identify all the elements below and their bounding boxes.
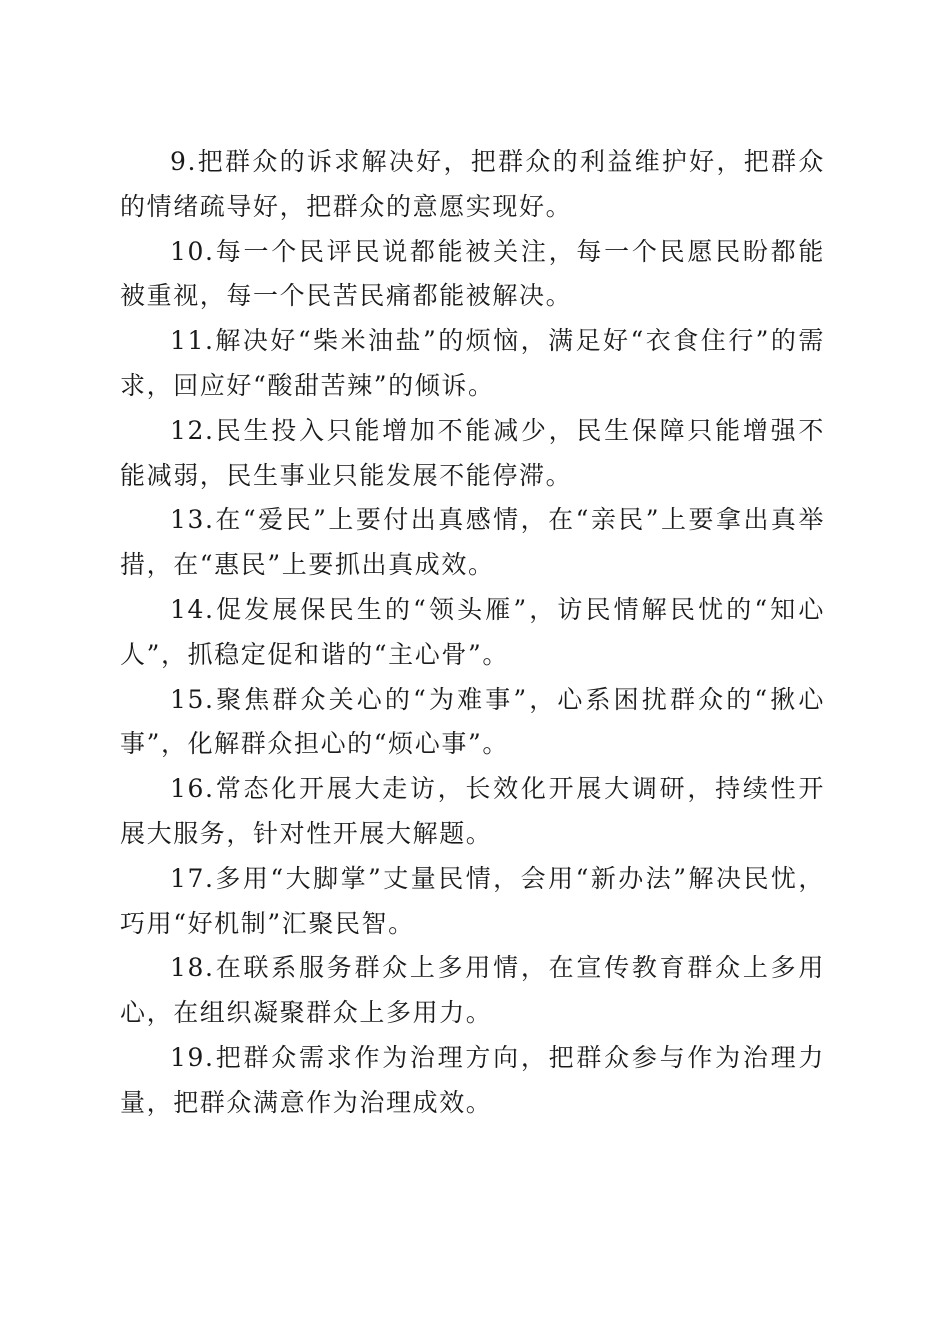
paragraph-16: 16.常态化开展大走访，长效化开展大调研，持续性开展大服务，针对性开展大解题。: [120, 774, 825, 848]
paragraph-9: 9.把群众的诉求解决好，把群众的利益维护好，把群众的情绪疏导好，把群众的意愿实现好。: [120, 147, 825, 221]
document-body: [120, 140, 825, 1126]
paragraph-12: 12.民生投入只能增加不能减少，民生保障只能增强不能减弱，民生事业只能发展不能停滞。: [120, 415, 825, 490]
paragraph-11: 11.解决好“柴米油盐”的烦恼，满足好“衣食住行”的需求，回应好“酸甜苦辣”的倾诉。: [120, 326, 825, 400]
paragraph-17: 17.多用“大脚掌”丈量民情，会用“新办法”解决民忧，巧用“好机制”汇聚民智。: [120, 863, 825, 938]
paragraph-13: 13.在“爱民”上要付出真感情，在“亲民”上要拿出真举措，在“惠民”上要抓出真成效。: [120, 505, 825, 580]
paragraph-18: 18.在联系服务群众上多用情，在宣传教育群众上多用心，在组织凝聚群众上多用力。: [120, 953, 825, 1028]
paragraph-19: 19.把群众需求作为治理方向，把群众参与作为治理力量，把群众满意作为治理成效。: [120, 1042, 825, 1117]
paragraph-10: 10.每一个民评民说都能被关注，每一个民愿民盼都能被重视，每一个民苦民痛都能被解决。: [120, 236, 825, 311]
paragraph-15: 15.聚焦群众关心的“为难事”，心系困扰群众的“揪心事”，化解群众担心的“烦心事”。: [120, 684, 825, 759]
paragraph-14: 14.促发展保民生的“领头雁”，访民情解民忧的“知心人”，抓稳定促和谐的“主心骨”。: [120, 594, 825, 669]
